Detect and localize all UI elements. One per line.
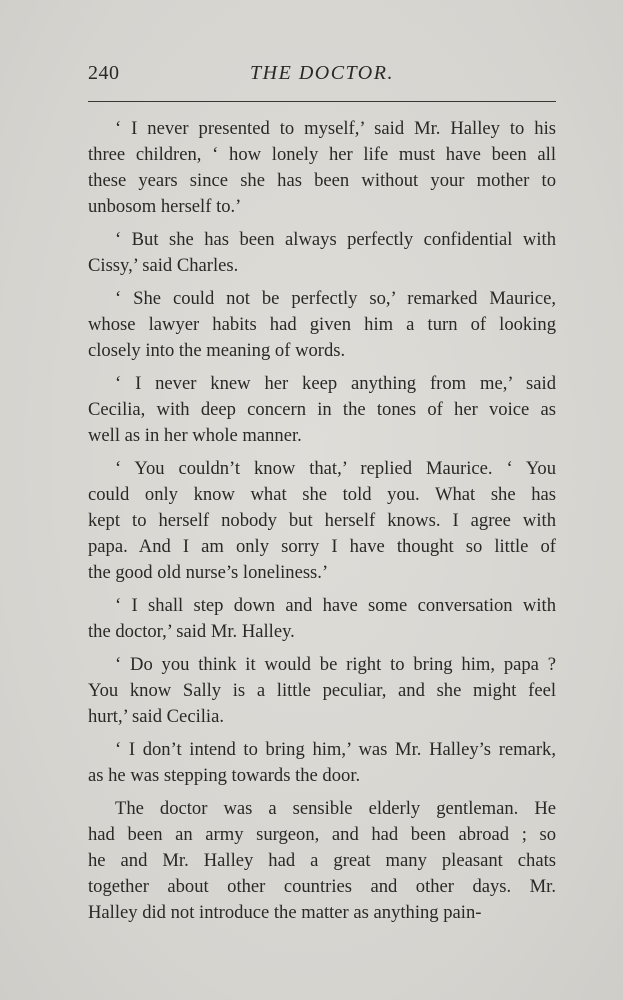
text-line: kept to herself nobody but herself knows. I agree with (88, 510, 556, 531)
running-title: THE DOCTOR. (250, 62, 394, 84)
text-line: hurt,’ said Cecilia. (88, 706, 224, 727)
text-line: closely into the meaning of words. (88, 340, 346, 361)
text-line: these years since she has been without your mother to (88, 170, 556, 191)
text-line: ‘ I don’t intend to bring him,’ was Mr. Halley’s remark, (115, 739, 556, 760)
text-line: ‘ I shall step down and have some conversation with (115, 595, 556, 616)
paragraph (88, 371, 556, 449)
text-line: three children, ‘ how lonely her life must have been all (88, 144, 556, 165)
text-line: ‘ You couldn’t know that,’ replied Maurice. ‘ You (115, 458, 556, 479)
body-text (88, 116, 556, 933)
paragraph (88, 227, 556, 279)
header-rule (88, 101, 556, 102)
paragraph (88, 456, 556, 586)
paragraph (88, 796, 556, 926)
text-line: The doctor was a sensible elderly gentleman. He (115, 798, 556, 819)
paragraph (88, 737, 556, 789)
running-head (88, 62, 556, 92)
text-line: well as in her whole manner. (88, 425, 302, 446)
paragraph (88, 593, 556, 645)
text-line: Cecilia, with deep concern in the tones of her voice as (88, 399, 556, 420)
text-line: ‘ She could not be perfectly so,’ remarked Maurice, (115, 288, 556, 309)
paragraph (88, 116, 556, 220)
text-line: he and Mr. Halley had a great many pleasant chats (88, 850, 556, 871)
text-line: papa. And I am only sorry I have thought so little of (88, 536, 556, 557)
text-line: together about other countries and other days. Mr. (88, 876, 556, 897)
text-line: could only know what she told you. What she has (88, 484, 556, 505)
text-line: Halley did not introduce the matter as anything pain- (88, 902, 482, 923)
text-line: ‘ I never presented to myself,’ said Mr. Halley to his (115, 118, 556, 139)
text-line: the doctor,’ said Mr. Halley. (88, 621, 295, 642)
paragraph (88, 286, 556, 364)
text-line: ‘ Do you think it would be right to bring him, papa ? (115, 654, 556, 675)
page-number: 240 (88, 62, 120, 84)
text-line: had been an army surgeon, and had been abroad ; so (88, 824, 556, 845)
text-line: whose lawyer habits had given him a turn of looking (88, 314, 556, 335)
text-line: ‘ But she has been always perfectly confidential with (115, 229, 556, 250)
text-line: unbosom herself to.’ (88, 196, 242, 217)
paragraph (88, 652, 556, 730)
text-line: ‘ I never knew her keep anything from me,’ said (115, 373, 556, 394)
text-line: Cissy,’ said Charles. (88, 255, 239, 276)
text-line: the good old nurse’s loneliness.’ (88, 562, 329, 583)
text-line: You know Sally is a little peculiar, and she might feel (88, 680, 556, 701)
text-line: as he was stepping towards the door. (88, 765, 361, 786)
